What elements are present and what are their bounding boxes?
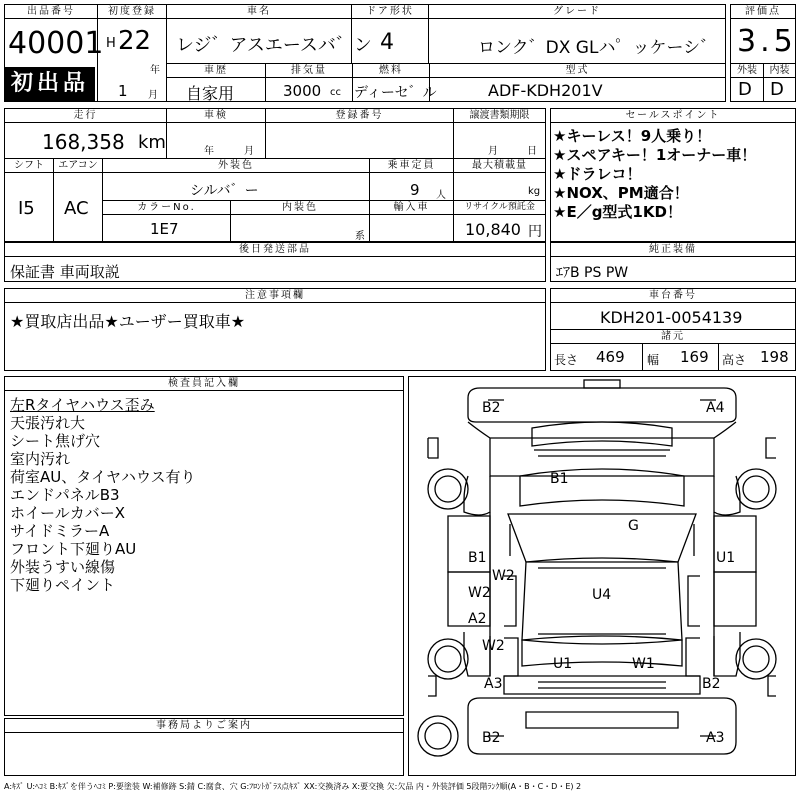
inspector-line: フロント下廻りAU bbox=[10, 540, 137, 558]
inspector-line: 下廻りペイント bbox=[10, 576, 116, 594]
sales-point: ★E／g型式1KD！ bbox=[553, 203, 682, 221]
first-listing-badge: 初出品 bbox=[5, 67, 95, 101]
max-load-unit: kg bbox=[528, 186, 541, 197]
lot-number-label: 出品番号 bbox=[5, 5, 97, 19]
mark-a2-left: A2 bbox=[468, 611, 487, 627]
color-no: 1E7 bbox=[150, 220, 179, 238]
length-value: 469 bbox=[596, 348, 625, 366]
int-color-label: 内装色 bbox=[231, 201, 369, 215]
max-load-label: 最大積載量 bbox=[454, 159, 545, 173]
interior-label: 内装 bbox=[764, 64, 795, 78]
inspector-line: ホイールカバーX bbox=[10, 504, 125, 522]
notes-value: ★買取店出品★ユーザー買取車★ bbox=[10, 312, 246, 331]
grade-label: グレード bbox=[429, 5, 725, 19]
inspector-line: 外装うすい線傷 bbox=[10, 558, 116, 576]
era: H bbox=[106, 36, 116, 51]
mark-u1-rear: U1 bbox=[553, 656, 573, 672]
office-label: 事務局よりご案内 bbox=[5, 719, 403, 733]
width-label: 幅 bbox=[647, 353, 660, 367]
mark-b1-hood: B1 bbox=[550, 471, 569, 487]
recycle-label: リサイクル預託金 bbox=[454, 201, 545, 215]
inspector-line: エンドパネルB3 bbox=[10, 486, 120, 504]
color-label: 外装色 bbox=[103, 159, 369, 173]
later-parts-label: 後日発送部品 bbox=[5, 243, 545, 257]
car-name-label: 車名 bbox=[167, 5, 351, 19]
length-label: 長さ bbox=[554, 353, 579, 367]
sales-points-label: セールスポイント bbox=[551, 109, 795, 123]
width-value: 169 bbox=[680, 348, 709, 366]
displacement-unit: cc bbox=[330, 87, 341, 98]
lot-number: 40001 bbox=[8, 26, 104, 61]
first-reg-label: 初度登録 bbox=[98, 5, 166, 19]
inspector-line: シート焦げ穴 bbox=[10, 432, 101, 450]
sales-point: ★キーレス！9人乗り！ bbox=[553, 127, 712, 145]
first-reg-month: 1 bbox=[118, 82, 128, 100]
door-value: 4 bbox=[380, 30, 394, 55]
height-value: 198 bbox=[760, 348, 789, 366]
color: シルバ゛ー bbox=[190, 183, 259, 199]
mileage-label: 走行 bbox=[5, 109, 166, 123]
history: 自家用 bbox=[186, 84, 235, 103]
ac: AC bbox=[64, 198, 89, 219]
fuel-label: 燃料 bbox=[353, 64, 429, 78]
transfer-label: 譲渡書類期限 bbox=[454, 109, 545, 123]
score-value: 3.5 bbox=[737, 24, 797, 59]
ac-label: エアコン bbox=[54, 159, 102, 173]
inspector-lines bbox=[10, 396, 196, 594]
transfer-day-unit: 日 bbox=[527, 146, 537, 157]
mark-a3-rear-right: A3 bbox=[706, 730, 725, 746]
mark-w2-left-lower: W2 bbox=[482, 638, 505, 654]
exterior-grade: D bbox=[738, 79, 752, 100]
sales-points-list bbox=[553, 127, 756, 222]
shift-label: シフト bbox=[5, 159, 53, 173]
inspector-line: 天張汚れ大 bbox=[10, 414, 86, 432]
notes-label: 注意事項欄 bbox=[5, 289, 545, 303]
reg-number-label: 登録番号 bbox=[266, 109, 453, 123]
equipment-label: 純正装備 bbox=[551, 243, 795, 257]
model-label: 型式 bbox=[430, 64, 725, 78]
recycle-amount: 10,840 bbox=[465, 220, 521, 239]
mark-g-windshield: G bbox=[628, 518, 639, 534]
recycle-unit: 円 bbox=[528, 224, 542, 240]
inspector-label: 検査員記入欄 bbox=[5, 377, 403, 391]
month-unit: 月 bbox=[148, 90, 158, 101]
fuel: ディーセ゛ル bbox=[354, 85, 437, 101]
sales-point: ★スペアキー！1オーナー車！ bbox=[553, 146, 757, 164]
exterior-label: 外装 bbox=[731, 64, 763, 78]
transfer-month-unit: 月 bbox=[488, 146, 498, 157]
dims-label: 諸元 bbox=[551, 330, 795, 344]
interior-grade: D bbox=[770, 79, 784, 100]
chassis-label: 車台番号 bbox=[551, 289, 795, 303]
inspection-month-unit: 月 bbox=[244, 146, 254, 157]
import-label: 輸入車 bbox=[370, 201, 453, 215]
later-parts-value: 保証書 車両取説 bbox=[10, 263, 120, 281]
capacity: 9 bbox=[410, 181, 420, 199]
mark-b2-rear-left: B2 bbox=[482, 730, 501, 746]
mark-w2-left-mid: W2 bbox=[468, 585, 491, 601]
displacement-label: 排気量 bbox=[266, 64, 352, 78]
legend: A:ｷｽﾞ U:ﾍｺﾐ B:ｷｽﾞを伴うﾍｺﾐ P:要塗装 W:補修跡 S:錆 C:腐食、穴 G:ﾌﾛﾝﾄｶﾞﾗｽ点ｷｽﾞ XX:交換済み X:要交換 欠:欠品 内・外装評価 5段階ﾗﾝｸ順(A・B・C・D・E) 2 bbox=[4, 782, 582, 791]
mark-b2-right: B2 bbox=[702, 676, 721, 692]
mileage: 168,358 bbox=[42, 130, 125, 154]
history-label: 車歴 bbox=[167, 64, 265, 78]
sales-point: ★ドラレコ！ bbox=[553, 165, 642, 183]
mark-w2-left-upper: W2 bbox=[492, 568, 515, 584]
car-diagram bbox=[408, 376, 796, 776]
inspector-line: サイドミラーA bbox=[10, 522, 110, 540]
inspection-label: 車検 bbox=[167, 109, 265, 123]
year-unit: 年 bbox=[150, 65, 160, 76]
inspection-year-unit: 年 bbox=[204, 146, 214, 157]
mileage-unit: km bbox=[138, 132, 166, 153]
mark-u1-right: U1 bbox=[716, 550, 736, 566]
model: ADF-KDH201V bbox=[488, 81, 603, 100]
inspector-line: 室内汚れ bbox=[10, 450, 71, 468]
height-label: 高さ bbox=[722, 353, 747, 367]
equipment-value: ｴｱB PS PW bbox=[556, 265, 629, 281]
mark-b1-left: B1 bbox=[468, 550, 487, 566]
first-reg-year: 22 bbox=[118, 26, 152, 56]
chassis-number: KDH201-0054139 bbox=[600, 308, 743, 327]
score-label: 評価点 bbox=[731, 5, 795, 19]
capacity-label: 乗車定員 bbox=[370, 159, 453, 173]
inspector-line: 荷室AU、タイヤハウス有り bbox=[10, 468, 196, 486]
mark-b2-front-left: B2 bbox=[482, 400, 501, 416]
door-label: ドア形状 bbox=[352, 5, 428, 19]
shift: I5 bbox=[18, 198, 35, 219]
color-no-label: カラーNo. bbox=[103, 201, 230, 215]
sales-point: ★NOX、PM適合！ bbox=[553, 184, 689, 202]
capacity-unit: 人 bbox=[436, 190, 446, 201]
displacement: 3000 bbox=[283, 82, 322, 100]
inspector-line: 左Rタイヤハウス歪み bbox=[10, 396, 155, 414]
grade: ロンク゛DX GLハ゜ッケーシ゛ bbox=[478, 38, 718, 58]
car-name: レジ゛アスエースバ゛ン bbox=[176, 35, 372, 56]
mark-a3-left: A3 bbox=[484, 676, 503, 692]
mark-a4-front-right: A4 bbox=[706, 400, 725, 416]
mark-u4-roof: U4 bbox=[592, 587, 612, 603]
mark-w1-rear: W1 bbox=[632, 656, 655, 672]
int-color-suffix: 系 bbox=[355, 231, 365, 242]
